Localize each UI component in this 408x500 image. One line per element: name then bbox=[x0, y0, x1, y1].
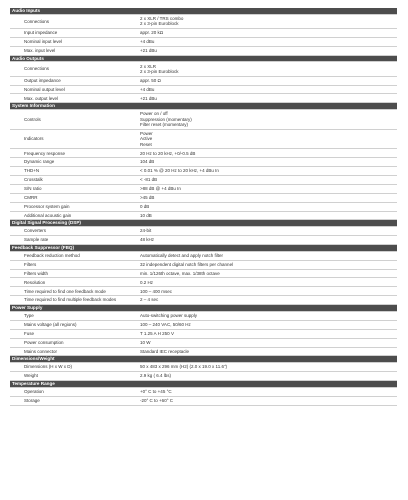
spec-row bbox=[10, 15, 397, 29]
spec-label: Sample rate bbox=[24, 237, 49, 243]
spec-section bbox=[10, 381, 397, 406]
spec-label: Time required to find multiple feedback modes bbox=[24, 297, 117, 303]
spec-value: 0 dB bbox=[140, 203, 150, 209]
spec-value: 104 dB bbox=[140, 159, 155, 165]
spec-value: Power Active Reset bbox=[140, 130, 153, 147]
spec-label: Mains voltage (all regions) bbox=[24, 322, 77, 328]
spec-row bbox=[10, 110, 397, 130]
spec-row bbox=[10, 47, 397, 56]
spec-label: Nominal input level bbox=[24, 39, 63, 45]
section-header: Power Supply bbox=[10, 305, 397, 312]
spec-value: < -81 dB bbox=[140, 177, 158, 183]
spec-label: Storage bbox=[24, 397, 40, 403]
spec-label: S/N ratio bbox=[24, 186, 42, 192]
spec-section bbox=[10, 356, 397, 381]
spec-row bbox=[10, 339, 397, 348]
spec-label: Additional acoustic gain bbox=[24, 212, 72, 218]
spec-value: 2 x XLR 2 x 3-pin Euroblock bbox=[140, 63, 179, 75]
section-header: Dimensions/Weight bbox=[10, 356, 397, 363]
spec-section bbox=[10, 305, 397, 356]
spec-value: 20 Hz to 20 kHz, +0/-0.5 dB bbox=[140, 150, 196, 156]
spec-value: T 1.25 A H 250 V bbox=[140, 330, 174, 336]
spec-label: Controls bbox=[24, 116, 41, 122]
spec-label: Mains connector bbox=[24, 348, 58, 354]
spec-row bbox=[10, 397, 397, 406]
spec-row bbox=[10, 203, 397, 212]
spec-value: 24-bit bbox=[140, 228, 152, 234]
spec-row bbox=[10, 321, 397, 330]
spec-section bbox=[10, 103, 397, 220]
spec-label: Time required to find one feedback mode bbox=[24, 288, 106, 294]
spec-row bbox=[10, 176, 397, 185]
spec-value: +21 dBu bbox=[140, 48, 157, 53]
spec-label: Max. input level bbox=[24, 48, 56, 53]
spec-sheet-table bbox=[10, 8, 397, 406]
spec-value: 2 – 4 sec bbox=[140, 297, 159, 303]
spec-section bbox=[10, 245, 397, 305]
section-header: Feedback Suppressor (FBQ) bbox=[10, 245, 397, 252]
spec-row bbox=[10, 212, 397, 221]
spec-value: 0.2 Hz bbox=[140, 279, 154, 285]
spec-value: 48 kHz bbox=[140, 237, 155, 243]
spec-value: Standard IEC receptacle bbox=[140, 348, 190, 354]
spec-value: 2 x XLR / TRS combo 2 x 3-pin Euroblock bbox=[140, 15, 184, 27]
spec-label: Filters width bbox=[24, 270, 49, 276]
spec-row bbox=[10, 130, 397, 150]
spec-value: 10 W bbox=[140, 339, 151, 345]
spec-row bbox=[10, 62, 397, 76]
spec-row bbox=[10, 167, 397, 176]
spec-label: Output impedance bbox=[24, 77, 61, 83]
spec-row bbox=[10, 94, 397, 103]
spec-label: Type bbox=[24, 313, 34, 319]
spec-value: +21 dBu bbox=[140, 95, 157, 101]
spec-row bbox=[10, 278, 397, 287]
spec-value: 2.9 kg ( 6.4 lbs) bbox=[140, 373, 172, 379]
spec-value: +4 dBu bbox=[140, 39, 155, 45]
spec-row bbox=[10, 227, 397, 236]
spec-label: Max. output level bbox=[24, 95, 59, 101]
spec-value: 10 dB bbox=[140, 212, 152, 218]
spec-value: appr. 20 kΩ bbox=[140, 30, 164, 36]
spec-row bbox=[10, 270, 397, 279]
spec-section bbox=[10, 220, 397, 245]
spec-label: THD+N bbox=[24, 168, 40, 174]
spec-label: Weight bbox=[24, 373, 38, 379]
spec-row bbox=[10, 296, 397, 305]
spec-value: appr. 50 Ω bbox=[140, 77, 161, 83]
spec-value: 32 independent digital notch filters per channel bbox=[140, 261, 234, 267]
spec-label: CMRR bbox=[24, 194, 38, 200]
spec-value: < 0.01 % @ 20 Hz to 20 kHz, +4 dBu In bbox=[140, 168, 219, 174]
spec-label: Resolution bbox=[24, 279, 46, 285]
spec-value: 100 – 400 msec bbox=[140, 288, 173, 294]
spec-row bbox=[10, 185, 397, 194]
spec-label: Frequency response bbox=[24, 150, 66, 156]
spec-label: Power consumption bbox=[24, 339, 64, 345]
spec-label: Connections bbox=[24, 66, 50, 72]
spec-value: Auto-switching power supply bbox=[140, 313, 198, 319]
spec-row bbox=[10, 252, 397, 261]
spec-row bbox=[10, 388, 397, 397]
spec-label: Feedback reduction method bbox=[24, 253, 80, 259]
spec-value: -20° C to +60° C bbox=[140, 397, 173, 403]
spec-row bbox=[10, 312, 397, 321]
spec-value: min. 1/126th octave, max. 1/38th octave bbox=[140, 270, 220, 276]
spec-row bbox=[10, 261, 397, 270]
spec-label: Nominal output level bbox=[24, 86, 65, 92]
spec-label: Input impedance bbox=[24, 30, 58, 36]
spec-label: Converters bbox=[24, 228, 47, 234]
section-header: Digital Signal Processing (DSP) bbox=[10, 220, 397, 227]
spec-row bbox=[10, 29, 397, 38]
spec-value: Power on / off Suppression (momentary) Filter reset (momentary) bbox=[140, 111, 192, 128]
spec-label: Filters bbox=[24, 261, 37, 267]
spec-row bbox=[10, 38, 397, 47]
spec-row bbox=[10, 348, 397, 357]
spec-value: >88 dB @ +4 dBu In bbox=[140, 186, 181, 192]
spec-value: >45 dB bbox=[140, 194, 155, 200]
spec-row bbox=[10, 77, 397, 86]
spec-row bbox=[10, 86, 397, 95]
spec-label: Dimensions (H x W x D) bbox=[24, 364, 73, 370]
spec-row bbox=[10, 363, 397, 372]
spec-value: Automatically detect and apply notch filter bbox=[140, 253, 224, 259]
spec-label: Operation bbox=[24, 389, 44, 394]
section-header: System Information bbox=[10, 103, 397, 110]
spec-row bbox=[10, 372, 397, 381]
spec-label: Processor system gain bbox=[24, 203, 70, 209]
section-header: Audio Outputs bbox=[10, 56, 397, 63]
spec-label: Crosstalk bbox=[24, 177, 43, 183]
spec-value: 50 x 483 x 296 mm (H2) (2.0 x 19.0 x 11.6") bbox=[140, 364, 228, 370]
spec-row bbox=[10, 149, 397, 158]
spec-label: Connections bbox=[24, 18, 50, 24]
section-header: Temperature Range bbox=[10, 381, 397, 388]
spec-label: Dynamic range bbox=[24, 159, 55, 165]
spec-value: 100 – 240 VAC, 50/60 Hz bbox=[140, 322, 191, 328]
spec-row bbox=[10, 194, 397, 203]
spec-value: +0° C to +45 °C bbox=[140, 389, 172, 394]
spec-value: +4 dBu bbox=[140, 86, 155, 92]
spec-label: Indicators bbox=[24, 136, 44, 142]
spec-row bbox=[10, 287, 397, 296]
section-header: Audio Inputs bbox=[10, 8, 397, 15]
spec-row bbox=[10, 158, 397, 167]
spec-row bbox=[10, 236, 397, 245]
spec-row bbox=[10, 330, 397, 339]
spec-section bbox=[10, 8, 397, 56]
spec-section bbox=[10, 56, 397, 104]
spec-label: Fuse bbox=[24, 330, 35, 336]
